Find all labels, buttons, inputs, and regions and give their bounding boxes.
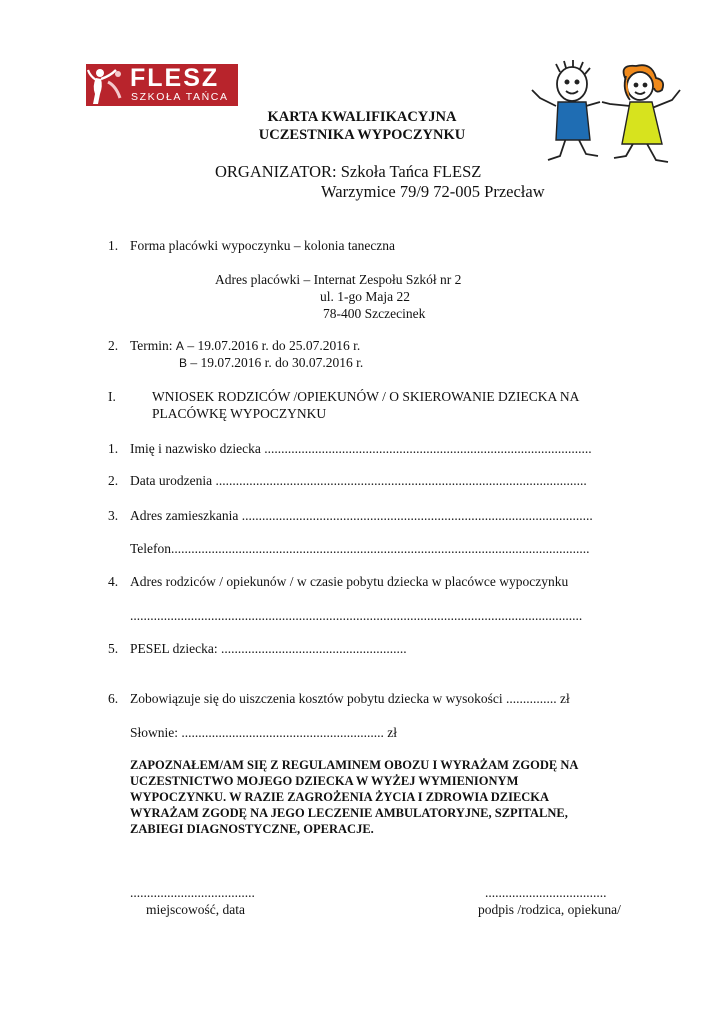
term-a-dates: – 19.07.2016 r. do 25.07.2016 r. (183, 338, 361, 353)
item-number: 2. (108, 473, 119, 488)
organizer-address: Warzymice 79/9 72-005 Przecław (321, 182, 545, 201)
place-date-field[interactable]: ..................................... (130, 885, 255, 900)
parents-address-label: Adres rodziców / opiekunów / w czasie pobytu dziecka w placówce wypoczynku (130, 574, 569, 589)
section-roman-number: I. (108, 389, 116, 404)
logo-wordmark: FLESZ (130, 64, 220, 92)
item-number: 1. (108, 441, 119, 456)
facility-address-line1: Adres placówki – Internat Zespołu Szkół nr 2 (215, 272, 462, 287)
item-number: 2. (108, 338, 119, 353)
organizer-name: ORGANIZATOR: Szkoła Tańca FLESZ (215, 162, 482, 181)
term-b-dates: – 19.07.2016 r. do 30.07.2016 r. (187, 355, 364, 370)
item-number: 3. (108, 508, 119, 523)
consent-line1: ZAPOZNAŁEM/AM SIĘ Z REGULAMINEM OBOZU I WYRAŻAM ZGODĘ NA (130, 758, 579, 772)
cost-amount-field[interactable]: Zobowiązuje się do uiszczenia kosztów pobytu dziecka w wysokości ............... zł (130, 691, 570, 706)
home-address-field[interactable]: Adres zamieszkania ........................................................................................................ (130, 508, 593, 523)
section-heading-line1: WNIOSEK RODZICÓW /OPIEKUNÓW / O SKIEROWANIE DZIECKA NA (152, 389, 580, 404)
form-title-line1: KARTA KWALIFIKACYJNA (267, 109, 457, 125)
facility-form: Forma placówki wypoczynku – kolonia taneczna (130, 238, 396, 253)
item-number: 1. (108, 238, 119, 253)
form-title-line2: UCZESTNIKA WYPOCZYNKU (258, 127, 466, 143)
consent-line2: UCZESTNICTWO MOJEGO DZIECKA W WYŻEJ WYMIENIONYM (130, 774, 519, 788)
term-a-line (130, 338, 360, 354)
item-number: 4. (108, 574, 119, 589)
item-number: 6. (108, 691, 119, 706)
term-b-line (179, 355, 363, 371)
dancer-silhouette-icon (86, 64, 130, 106)
consent-line4: WYRAŻAM ZGODĘ NA JEGO LECZENIE AMBULATORYJNE, SZPITALNE, (130, 806, 568, 820)
term-label: Termin: (130, 338, 176, 353)
facility-address-line2: ul. 1-go Maja 22 (320, 289, 410, 304)
section-heading-line2: PLACÓWKĘ WYPOCZYNKU (152, 406, 327, 421)
term-a-letter: A (175, 339, 184, 353)
cost-in-words-field[interactable]: Słownie: ............................................................ zł (130, 725, 397, 740)
consent-line5: ZABIEGI DIAGNOSTYCZNE, OPERACJE. (130, 822, 374, 836)
signature-label: podpis /rodzica, opiekuna/ (478, 902, 621, 917)
birth-date-field[interactable]: Data urodzenia .............................................................................................................. (130, 473, 587, 488)
term-b-letter: B (179, 356, 188, 370)
consent-line3: WYPOCZYNKU. W RAZIE ZAGROŻENIA ŻYCIA I ZDROWIA DZIECKA (130, 790, 550, 804)
pesel-field[interactable]: PESEL dziecka: ....................................................... (130, 641, 407, 656)
signature-field[interactable]: .................................... (485, 885, 607, 900)
parents-address-field[interactable]: ...................................................................................................................................... (130, 608, 583, 623)
facility-address-line3: 78-400 Szczecinek (323, 306, 426, 321)
dancing-kids-icon (526, 60, 696, 172)
logo-subtitle: SZKOŁA TAŃCA (131, 91, 229, 103)
phone-field[interactable]: Telefon............................................................................................................................ (130, 541, 590, 556)
child-name-field[interactable]: Imię i nazwisko dziecka ................................................................................................. (130, 441, 592, 456)
item-number: 5. (108, 641, 119, 656)
place-date-label: miejscowość, data (146, 902, 245, 917)
school-logo (86, 64, 238, 106)
